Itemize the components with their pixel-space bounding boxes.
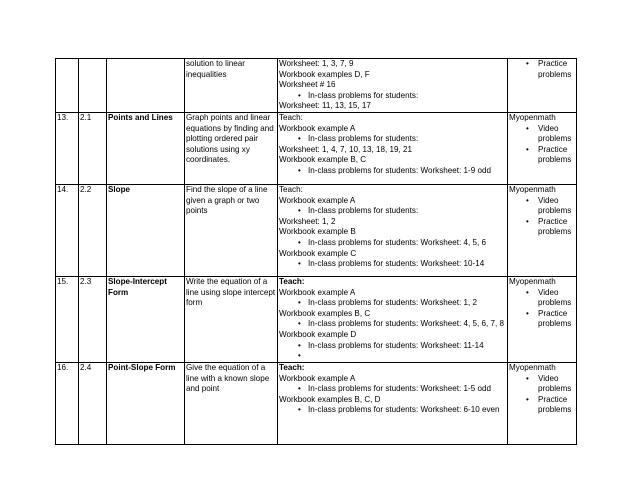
resources-cell (508, 362, 577, 444)
objective-text: Graph points and linear equations by finding and plotting ordered pair solutions using xy coordinates. (185, 112, 278, 184)
lesson-plan-table (55, 58, 577, 445)
lesson-title: Points and Lines (107, 112, 185, 184)
resource-label: • Video (538, 287, 559, 297)
resource-sublabel: problems (538, 227, 572, 237)
resource-bullet-item (509, 309, 575, 330)
plan-cell (278, 112, 508, 184)
plan-bullet-item: • In-class problems for students: Worksheet: 10-14 (279, 259, 506, 270)
table-row (56, 112, 577, 184)
plan-line: Workbook example B, C (279, 155, 367, 165)
resource-bullet-item (509, 59, 575, 80)
resource-sublabel: problems (538, 206, 572, 216)
resources-cell (508, 184, 577, 276)
resources-cell (508, 59, 577, 113)
plan-line: Workbook example A (279, 287, 356, 297)
resource-bullet-item (509, 124, 575, 145)
lesson-number (56, 59, 79, 113)
resource-bullet-item (509, 217, 575, 238)
lesson-number: 14. (56, 184, 79, 276)
resources-cell (508, 112, 577, 184)
plan-line: Teach: (279, 184, 303, 194)
section-number: 2.1 (79, 112, 107, 184)
plan-bullet-item: • In-class problems for students: Worksheet: 11-14 (279, 341, 506, 352)
plan-line: Teach: (279, 112, 303, 122)
lesson-number: 16. (56, 362, 79, 444)
table-row (56, 59, 577, 113)
resource-label: • Video (538, 373, 559, 383)
resource-label: • Practice (538, 144, 568, 154)
resources-title: Myopenmath (509, 184, 556, 194)
resource-sublabel: problems (538, 69, 572, 79)
objective-text: solution to linear inequalities (185, 59, 278, 113)
resource-label: • Practice (538, 59, 568, 68)
plan-bullet-item: • In-class problems for students: Worksheet: 4, 5, 6, 7, 8 (279, 319, 506, 330)
lesson-title: Slope (107, 184, 185, 276)
plan-line: Worksheet: 1, 3, 7, 9 (279, 59, 354, 68)
plan-bullet-item (279, 351, 506, 362)
resource-sublabel: problems (538, 134, 572, 144)
plan-bullet-item: • In-class problems for students: Worksheet: 1-9 odd (279, 166, 506, 177)
plan-line: Worksheet: 11, 13, 15, 17 (279, 101, 371, 111)
plan-line: Workbook example D (279, 329, 357, 339)
resource-bullet-item (509, 395, 575, 416)
resources-title: Myopenmath (509, 112, 556, 122)
resource-sublabel: problems (538, 319, 572, 329)
plan-line: Workbook example A (279, 195, 356, 205)
resource-sublabel: problems (538, 384, 572, 394)
plan-bullet-item: • In-class problems for students: Worksheet: 4, 5, 6 (279, 238, 506, 249)
plan-line: Workbook example A (279, 373, 356, 383)
resource-sublabel: problems (538, 298, 572, 308)
plan-line: Workbook example B (279, 227, 356, 237)
plan-bullet-item: • In-class problems for students: Worksheet: 6-10 even (279, 405, 506, 416)
resource-bullet-item (509, 374, 575, 395)
plan-line: Workbook examples B, C (279, 308, 371, 318)
table-row (56, 362, 577, 444)
plan-bullet-item: • In-class problems for students: Worksheet: 1, 2 (279, 298, 506, 309)
plan-line: Worksheet: 1, 4, 7, 10, 13, 18, 19, 21 (279, 144, 413, 154)
lesson-number: 13. (56, 112, 79, 184)
objective-text: Write the equation of a line using slope intercept form (185, 276, 278, 362)
objective-text: Give the equation of a line with a known slope and point (185, 362, 278, 444)
plan-bullet-item: • In-class problems for students: (279, 206, 506, 217)
table-row (56, 276, 577, 362)
resource-bullet-item (509, 145, 575, 166)
resource-label: • Video (538, 195, 559, 205)
plan-cell (278, 59, 508, 113)
resource-sublabel: problems (538, 405, 572, 415)
plan-bullet-item: • In-class problems for students: (279, 91, 506, 102)
plan-line: Worksheet: 1, 2 (279, 216, 336, 226)
lesson-title (107, 59, 185, 113)
section-number: 2.3 (79, 276, 107, 362)
lesson-number: 15. (56, 276, 79, 362)
resource-bullet-item (509, 288, 575, 309)
objective-text: Find the slope of a line given a graph or two points (185, 184, 278, 276)
plan-line: Workbook example C (279, 248, 357, 258)
lesson-title: Slope-Intercept Form (107, 276, 185, 362)
plan-line: Workbook example A (279, 123, 356, 133)
resources-title: Myopenmath (509, 276, 556, 286)
lesson-plan-body (56, 59, 577, 445)
plan-line: Workbook examples B, C, D (279, 394, 381, 404)
resource-sublabel: problems (538, 155, 572, 165)
resources-cell (508, 276, 577, 362)
plan-line: Teach: (279, 362, 305, 372)
plan-line: Worksheet # 16 (279, 80, 336, 90)
lesson-title: Point-Slope Form (107, 362, 185, 444)
resources-title: Myopenmath (509, 362, 556, 372)
plan-bullet-item: • In-class problems for students: Worksheet: 1-5 odd (279, 384, 506, 395)
table-row (56, 184, 577, 276)
resource-label: • Practice (538, 308, 568, 318)
plan-line: Teach: (279, 276, 305, 286)
plan-bullet-item: • In-class problems for students: (279, 134, 506, 145)
plan-line: Workbook examples D, F (279, 69, 370, 79)
section-number (79, 59, 107, 113)
section-number: 2.2 (79, 184, 107, 276)
resource-label: • Video (538, 123, 559, 133)
plan-cell (278, 362, 508, 444)
plan-cell (278, 184, 508, 276)
section-number: 2.4 (79, 362, 107, 444)
plan-cell (278, 276, 508, 362)
resource-bullet-item (509, 196, 575, 217)
resource-label: • Practice (538, 394, 568, 404)
resource-label: • Practice (538, 216, 568, 226)
